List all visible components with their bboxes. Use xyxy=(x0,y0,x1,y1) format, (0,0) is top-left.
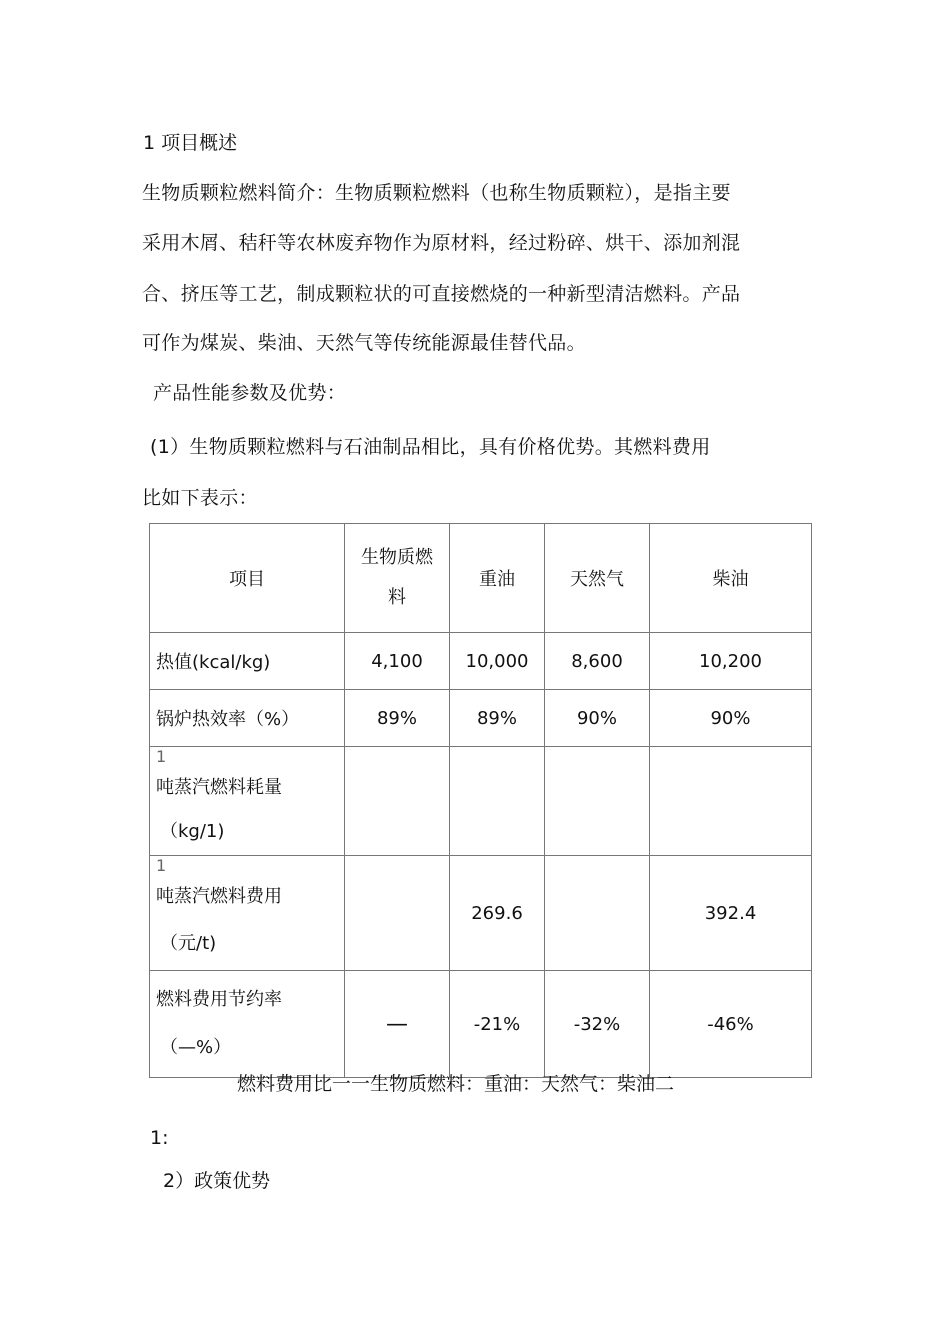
row-label-unit: （—%） xyxy=(160,1037,232,1058)
table-cell xyxy=(450,747,545,856)
header-biomass xyxy=(345,524,450,633)
table-cell: -32% xyxy=(545,971,650,1078)
table-cell: 90% xyxy=(650,690,812,747)
table-cell: — xyxy=(345,971,450,1078)
table-cell xyxy=(545,747,650,856)
row-label xyxy=(150,971,345,1078)
row-label xyxy=(150,856,345,971)
performance-heading: 产品性能参数及优势： xyxy=(153,382,347,404)
intro-line-1: 生物质颗粒燃料简介：生物质颗粒燃料（也称生物质颗粒），是指主要 xyxy=(142,182,731,204)
table-cell: 89% xyxy=(345,690,450,747)
table-caption: 燃料费用比一一生物质燃料：重油：天然气：柴油二 xyxy=(237,1073,675,1095)
fuel-cost-table xyxy=(149,523,812,1078)
header-natural-gas: 天然气 xyxy=(545,524,650,633)
table-cell: 8,600 xyxy=(545,633,650,690)
table-cell: -46% xyxy=(650,971,812,1078)
intro-line-4: 可作为煤炭、柴油、天然气等传统能源最佳替代品。 xyxy=(142,332,586,354)
table-cell: 10,000 xyxy=(450,633,545,690)
header-heavy-oil: 重油 xyxy=(450,524,545,633)
row-label-unit: （元/t) xyxy=(160,933,217,954)
row-label-main: 燃料费用节约率 xyxy=(156,989,282,1010)
row-label-unit: （kg/1) xyxy=(160,821,225,842)
row-label-main: 吨蒸汽燃料费用 xyxy=(156,886,282,907)
row-label-prefix: 1 xyxy=(156,747,167,766)
table-header-row xyxy=(150,524,812,633)
table-cell: 392.4 xyxy=(650,856,812,971)
advantage-1-line-2: 比如下表示： xyxy=(142,487,258,509)
policy-heading: 2）政策优势 xyxy=(163,1170,271,1192)
header-diesel: 柴油 xyxy=(650,524,812,633)
intro-line-3: 合、挤压等工艺，制成颗粒状的可直接燃烧的一种新型清洁燃料。产品 xyxy=(142,283,741,305)
table-row xyxy=(150,690,812,747)
header-item: 项目 xyxy=(150,524,345,633)
table-row xyxy=(150,971,812,1078)
table-cell xyxy=(345,747,450,856)
table-cell: -21% xyxy=(450,971,545,1078)
table-cell: 10,200 xyxy=(650,633,812,690)
section-heading: 1 项目概述 xyxy=(143,132,238,154)
intro-line-2: 采用木屑、秸秆等农林废弃物作为原材料，经过粉碎、烘干、添加剂混 xyxy=(142,232,741,254)
table-cell: 4,100 xyxy=(345,633,450,690)
ratio-text: 1: xyxy=(150,1127,169,1149)
table-cell xyxy=(345,856,450,971)
header-biomass-part-2: 料 xyxy=(388,587,406,608)
table-row xyxy=(150,747,812,856)
header-biomass-part-1: 生物质燃 xyxy=(361,547,433,568)
table-cell xyxy=(545,856,650,971)
table-cell: 90% xyxy=(545,690,650,747)
table-row xyxy=(150,633,812,690)
advantage-1-line-1: (1）生物质颗粒燃料与石油制品相比，具有价格优势。其燃料费用 xyxy=(150,436,711,458)
table-cell: 89% xyxy=(450,690,545,747)
table-cell xyxy=(650,747,812,856)
row-label: 热值(kcal/kg) xyxy=(150,633,345,690)
table-cell: 269.6 xyxy=(450,856,545,971)
row-label: 锅炉热效率（%） xyxy=(150,690,345,747)
row-label-prefix: 1 xyxy=(156,856,167,875)
row-label-main: 吨蒸汽燃料耗量 xyxy=(156,777,282,798)
row-label xyxy=(150,747,345,856)
table-row xyxy=(150,856,812,971)
